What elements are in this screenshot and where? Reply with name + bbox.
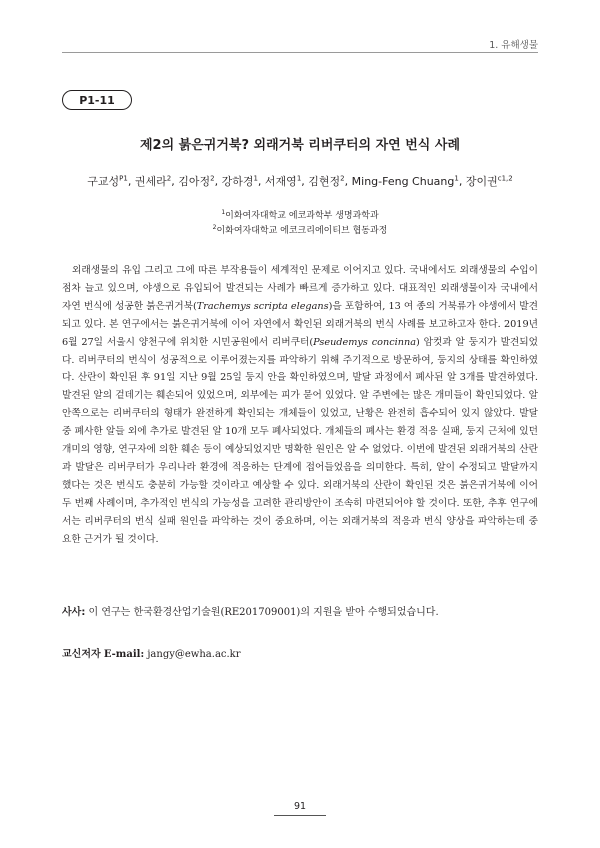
- affiliation-text: 이화여자대학교 에코과학부 생명과학과: [225, 211, 379, 221]
- affiliation-1: [62, 208, 538, 221]
- affiliation-mark: 2: [212, 224, 217, 231]
- affiliation-mark: 1: [221, 209, 226, 216]
- correspondence: [62, 645, 538, 660]
- author-affil-mark: 2: [210, 174, 215, 183]
- author-affil-mark: c1,2: [497, 174, 513, 183]
- acknowledgement-text: 이 연구는 한국환경산업기술원(RE201709001)의 지원을 받아 수행되었습니다.: [85, 607, 439, 618]
- author: 권세라: [134, 175, 167, 188]
- species-name: Trachemys scripta elegans: [196, 300, 329, 312]
- author: 김아정: [178, 175, 211, 188]
- author: 서재영: [264, 175, 297, 188]
- abstract-paragraph: [62, 262, 538, 549]
- author-affil-mark: 2: [166, 174, 172, 183]
- author: 장이권: [465, 175, 498, 188]
- page-number: 91: [293, 801, 307, 812]
- abstract-text: ) 암컷과 알 둥지가 발견되었다. 리버쿠터의 번식이 성공적으로 이루어졌는지를 파악하기 위해 주기적으로 방문하여, 둥지의 상태를 확인하였다. 산란이 확인된 후 91일 지난 9월 25일 둥지 안을 확인하였으며, 발달 과정에서 폐사된 알 3개를 발견하였다. 발견된 알의 겉데기는 훼손되어 있었으며, 외부에는 피가 묻어 있었다. 알 주변에는 많은 개미들이 확인되었다. 알 안쪽으로는 리버쿠터의 형태가 완전하게 확인되는 개체들이 있었고, 난황은 완전히 흡수되어 있지 않았다. 발달 중 폐사한 알들 외에 추가로 발견된 알 10개 모두 폐사되었다. 개체들의 폐사는 환경 적응 실패, 둥지 근처에 있던 개미의 영향, 연구자에 의한 훼손 등이 예상되었지만 명확한 원인은 알 수 없었다. 이번에 발견된 외래거북의 산란과 발달은 리버쿠터가 우리나라 환경에 적응하는 단계에 접어들었음을 의미한다. 특히, 알이 수정되고 발달까지 했다는 것은 번식도 충분히 가능할 것이라고 예상할 수 있다. 외래거북의 산란이 확인된 것은 붉은귀거북에 이어 두 번째 사례이며, 추가적인 번식의 가능성을 고려한 관리방안이 조속히 마련되어야 할 것이다. 또한, 추후 연구에서는 리버쿠터의 번식 실패 원인을 파악하는 것이 중요하며, 이는 외래거북의 적응과 번식 양상을 파악하는데 중요한 근거가 될 것이다.: [62, 336, 539, 545]
- author-affil-mark: 1: [253, 174, 258, 183]
- page-number-rule: [274, 815, 326, 816]
- acknowledgement: [62, 603, 538, 618]
- author-affil-mark: 1: [454, 174, 459, 183]
- author-affil-mark: P1: [119, 174, 128, 183]
- affiliation-2: [62, 223, 538, 236]
- author-affil-mark: 1: [296, 174, 302, 183]
- abstract-text: 외래생물의 유입 그리고 그에 따른 부작용들이 세계적인 문제로 이어지고 있다. 국내에서도 외래생물의 수입이 점차 늘고 있으며, 야생으로 유입되어 발견되는 사례가 빠르게 증가하고 있다. 대표적인 외래생물이자 국내에서 자연 번식에 성공한 붉은귀거북(: [62, 265, 538, 312]
- author: 강하경: [221, 175, 254, 188]
- email-address: jangy@ewha.ac.kr: [147, 649, 241, 660]
- section-header: 1. 유해생물: [489, 40, 538, 51]
- author: 김현정: [308, 175, 341, 188]
- author-list: 구교성$^{P1}$, 권세라$^2$, 김아정$^2$, 강하경$^1$, 서재영$^1$, 김현정$^2$, Ming-Feng Chuang$^1$, 장이권$^{c1,2}$: [87, 174, 513, 188]
- species-name: Pseudemys concinna: [313, 336, 416, 348]
- poster-id-badge: P1-11: [62, 90, 132, 110]
- author: 구교성: [87, 175, 120, 188]
- email-label: E-mail:: [103, 649, 145, 660]
- author-affil-mark: 2: [340, 174, 345, 183]
- paper-title: 제2의 붉은귀거북? 외래거북 리버쿠터의 자연 번식 사례: [139, 138, 461, 153]
- affiliation-text: 이화여자대학교 에코크리에이티브 협동과정: [216, 226, 388, 236]
- abstract-body: [62, 262, 538, 549]
- acknowledgement-label: 사사:: [62, 607, 86, 618]
- correspondence-label: 교신저자: [62, 649, 101, 660]
- abstract-text: )을 포함하여, 13 여 종의 거북류가 야생에서 발견되고 있다. 본 연구에서는 붉은귀거북에 이어 자연에서 확인된 외래거북의 번식 사례를 보고하고자 한다. 2019년 6월 27일 서울시 양천구에 위치한 시민공원에서 리버쿠터(: [62, 300, 538, 348]
- author: Ming-Feng Chuang: [351, 175, 455, 188]
- header-divider: [62, 52, 538, 53]
